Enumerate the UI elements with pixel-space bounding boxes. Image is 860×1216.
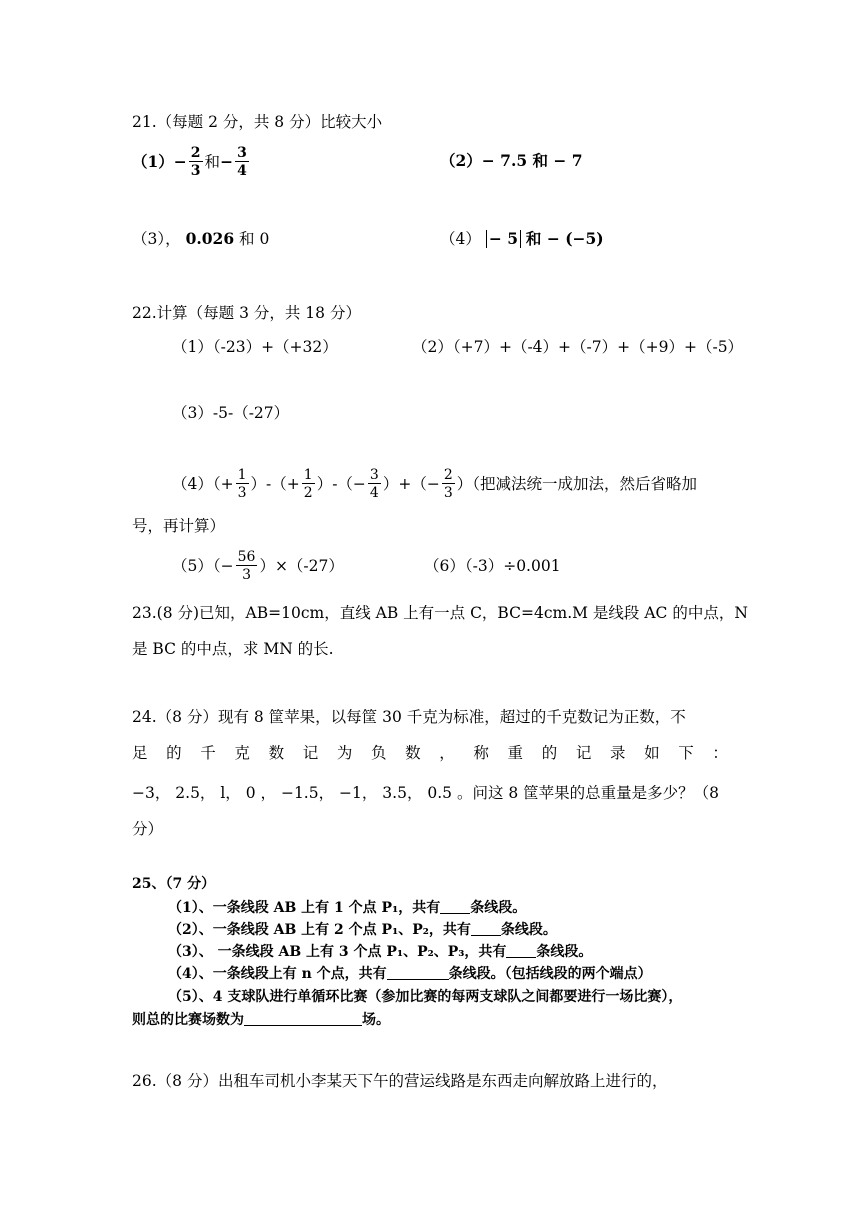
word: 千 — [200, 744, 216, 762]
q21-p3-value: 0.026 — [185, 229, 235, 248]
q21-part4 — [440, 229, 604, 249]
q23-line2: 是 BC 的中点，求 MN 的长. — [132, 640, 334, 658]
numerator: 3 — [369, 467, 379, 483]
q24-line4: 分） — [132, 820, 164, 838]
word: 的 — [541, 744, 558, 762]
q25-header: 25、（7 分） — [132, 876, 216, 892]
word: 录 — [609, 744, 626, 762]
numerator: 2 — [443, 467, 453, 483]
q21-p3-label: （3）， — [132, 230, 181, 248]
q21-p1-he: 和 — [204, 153, 221, 171]
q21-p1-fraction2 — [235, 146, 249, 178]
denominator: 2 — [303, 485, 313, 501]
q25-item3 — [168, 942, 592, 962]
q25-item1 — [168, 898, 526, 918]
q22-p5-text-a: （5）（− — [172, 557, 234, 575]
numerator: 56 — [237, 549, 256, 565]
q22-p4-fraction3 — [368, 468, 381, 500]
q22-p4-fraction2 — [302, 468, 315, 500]
q21-p1-sign2: − — [220, 152, 234, 171]
q21-p1-fraction1 — [189, 146, 203, 178]
q22-p4-fraction1 — [236, 468, 249, 500]
q22-p4-fraction4 — [442, 468, 455, 500]
q22-part6: （6）（-3）÷0.001 — [424, 557, 561, 575]
q22-p4-text-e: ）（把减法统一成加法，然后省略加 — [456, 475, 698, 493]
q22-p4-text-d: ）+（− — [382, 475, 440, 493]
word: ： — [712, 744, 728, 762]
numerator: 1 — [303, 467, 313, 483]
q22-p4-text-b: ）-（+ — [250, 475, 300, 493]
q22-part4-continued: 号，再计算） — [132, 517, 226, 535]
answer-blank[interactable] — [506, 943, 536, 958]
q22-part3: （3）-5-（-27） — [172, 404, 290, 422]
q25-item2 — [168, 920, 557, 940]
q22-part1: （1）（-23）+（+32） — [172, 338, 338, 356]
word: 负 — [370, 744, 387, 762]
denominator: 4 — [237, 163, 247, 179]
q24-line3: −3， 2.5， l， 0 ， −1.5， −1， 3.5， 0.5 。问这 8 筐苹果的总重量是多少？（8 — [132, 784, 720, 802]
q25-i3-suffix: 条线段。 — [536, 944, 593, 960]
q21-part3 — [132, 229, 269, 249]
q25-i5-suffix: 场。 — [362, 1012, 390, 1028]
q25-i1-text: （1）、一条线段 AB 上有 1 个点 P₁，共有 — [168, 900, 441, 916]
numerator: 1 — [237, 467, 247, 483]
q22-p5-text-b: ）×（-27） — [259, 557, 344, 575]
q25-i2-suffix: 条线段。 — [500, 922, 557, 938]
denominator: 3 — [190, 163, 201, 179]
word: 记 — [575, 744, 592, 762]
q21-p4-rest: 和 − (−5) — [525, 229, 604, 248]
denominator: 3 — [242, 567, 251, 583]
answer-blank[interactable] — [244, 1011, 362, 1026]
answer-blank[interactable] — [387, 965, 449, 980]
q21-p1-sign1: − — [173, 152, 187, 171]
answer-blank[interactable] — [440, 899, 470, 914]
q25-item5-continued — [132, 1010, 390, 1030]
q21-p4-absolute: − 5 — [486, 230, 521, 248]
q25-i2-text: （2）、一条线段 AB 上有 2 个点 P₁、P₂，共有 — [168, 922, 471, 938]
word: 重 — [507, 744, 524, 762]
word: 称 — [473, 744, 489, 762]
word: 记 — [302, 744, 319, 762]
word: 数 — [268, 744, 285, 762]
q21-part1 — [132, 141, 251, 183]
numerator: 2 — [190, 145, 201, 161]
q23-line1: 23.(8 分)已知，AB=10cm，直线 AB 上有一点 C，BC=4cm.M 是线段 AC 的中点，N — [132, 604, 748, 622]
word: 如 — [644, 744, 660, 762]
q22-header: 22.计算（每题 3 分，共 18 分） — [132, 304, 361, 322]
q24-line2 — [132, 743, 728, 763]
denominator: 4 — [369, 485, 379, 501]
numerator: 3 — [237, 145, 247, 161]
q25-item5: （5）、4 支球队进行单循环比赛（参加比赛的每两支球队之间都要进行一场比赛）， — [168, 989, 683, 1005]
word: 数 — [405, 744, 421, 762]
q21-header: 21.（每题 2 分，共 8 分）比较大小 — [132, 113, 383, 131]
q22-p5-fraction — [236, 550, 258, 582]
q21-p3-rest: 和 0 — [239, 230, 270, 248]
q21-p4-label: （4） — [440, 230, 481, 248]
q25-i3-text: （3）、 一条线段 AB 上有 3 个点 P₁、P₂、P₃，共有 — [168, 944, 507, 960]
word: ， — [439, 744, 455, 762]
q26-line1: 26.（8 分）出租车司机小李某天下午的营运线路是东西走向解放路上进行的， — [132, 1072, 668, 1090]
q25-i4-suffix: 条线段。（包括线段的两个端点） — [448, 966, 652, 982]
q25-i1-suffix: 条线段。 — [470, 900, 527, 916]
q24-line1: 24.（8 分）现有 8 筐苹果，以每筐 30 千克为标准，超过的千克数记为正数，不 — [132, 708, 686, 726]
answer-blank[interactable] — [471, 921, 501, 936]
word: 克 — [234, 744, 250, 762]
denominator: 3 — [443, 485, 453, 501]
word: 足 — [132, 744, 148, 762]
q25-i5-text: 则总的比赛场数为 — [132, 1012, 244, 1028]
q22-p4-text-c: ）-（− — [316, 475, 366, 493]
q22-part4 — [172, 462, 697, 506]
q21-p1-label: （1） — [132, 152, 174, 171]
denominator: 3 — [237, 485, 247, 501]
q22-part2: （2）（+7）+（-4）+（-7）+（+9）+（-5） — [412, 338, 744, 356]
q22-p4-text-a: （4）（+ — [172, 475, 234, 493]
q25-i4-text: （4）、一条线段上有 n 个点，共有 — [168, 966, 387, 982]
q21-part2: （2）− 7.5 和 − 7 — [440, 151, 583, 170]
q25-item4 — [168, 964, 652, 984]
word: 为 — [336, 744, 353, 762]
word: 下 — [678, 744, 694, 762]
word: 的 — [166, 744, 182, 762]
q22-part5 — [172, 544, 344, 588]
